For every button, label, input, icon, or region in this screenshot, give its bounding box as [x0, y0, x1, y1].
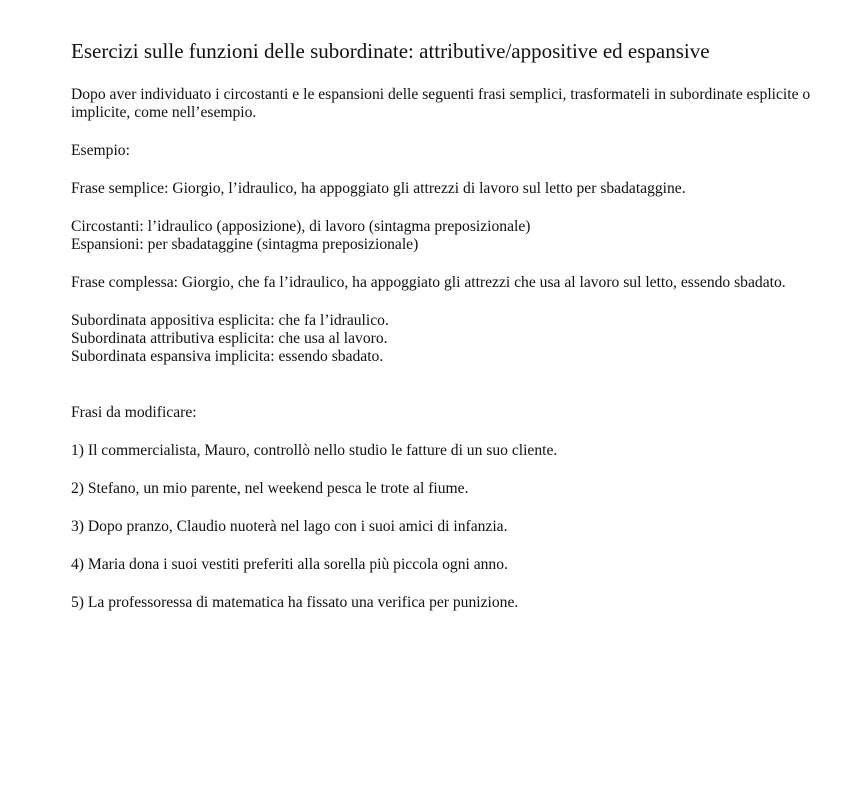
exercise-item: 2) Stefano, un mio parente, nel weekend pesca le trote al fiume. [71, 480, 469, 497]
example-simple-sentence: Frase semplice: Giorgio, l’idraulico, ha appoggiato gli attrezzi di lavoro sul letto per sbadataggine. [71, 180, 686, 197]
exercises-label: Frasi da modificare: [71, 404, 197, 421]
example-espansioni: Espansioni: per sbadataggine (sintagma preposizionale) [71, 236, 419, 253]
exercise-item: 4) Maria dona i suoi vestiti preferiti alla sorella più piccola ogni anno. [71, 556, 508, 573]
document-title: Esercizi sulle funzioni delle subordinate: attributive/appositive ed espansive [71, 39, 710, 63]
example-complex-sentence: Frase complessa: Giorgio, che fa l’idraulico, ha appoggiato gli attrezzi che usa al lavoro sul letto, essendo sbadato. [71, 274, 786, 291]
subordinate-line: Subordinata attributiva esplicita: che usa al lavoro. [71, 330, 388, 347]
exercise-item: 3) Dopo pranzo, Claudio nuoterà nel lago con i suoi amici di infanzia. [71, 518, 508, 535]
subordinate-line: Subordinata appositiva esplicita: che fa l’idraulico. [71, 312, 389, 329]
document-page [71, 38, 851, 612]
example-label: Esempio: [71, 142, 130, 159]
example-circostanti: Circostanti: l’idraulico (apposizione), di lavoro (sintagma preposizionale) [71, 218, 531, 235]
exercise-item: 1) Il commercialista, Mauro, controllò nello studio le fatture di un suo cliente. [71, 442, 558, 459]
intro-paragraph: Dopo aver individuato i circostanti e le espansioni delle seguenti frasi semplici, trasformateli in subordinate esplicite o implicite, come nell’esempio. [71, 86, 811, 121]
subordinate-line: Subordinata espansiva implicita: essendo sbadato. [71, 348, 384, 365]
exercise-item: 5) La professoressa di matematica ha fissato una verifica per punizione. [71, 594, 519, 611]
